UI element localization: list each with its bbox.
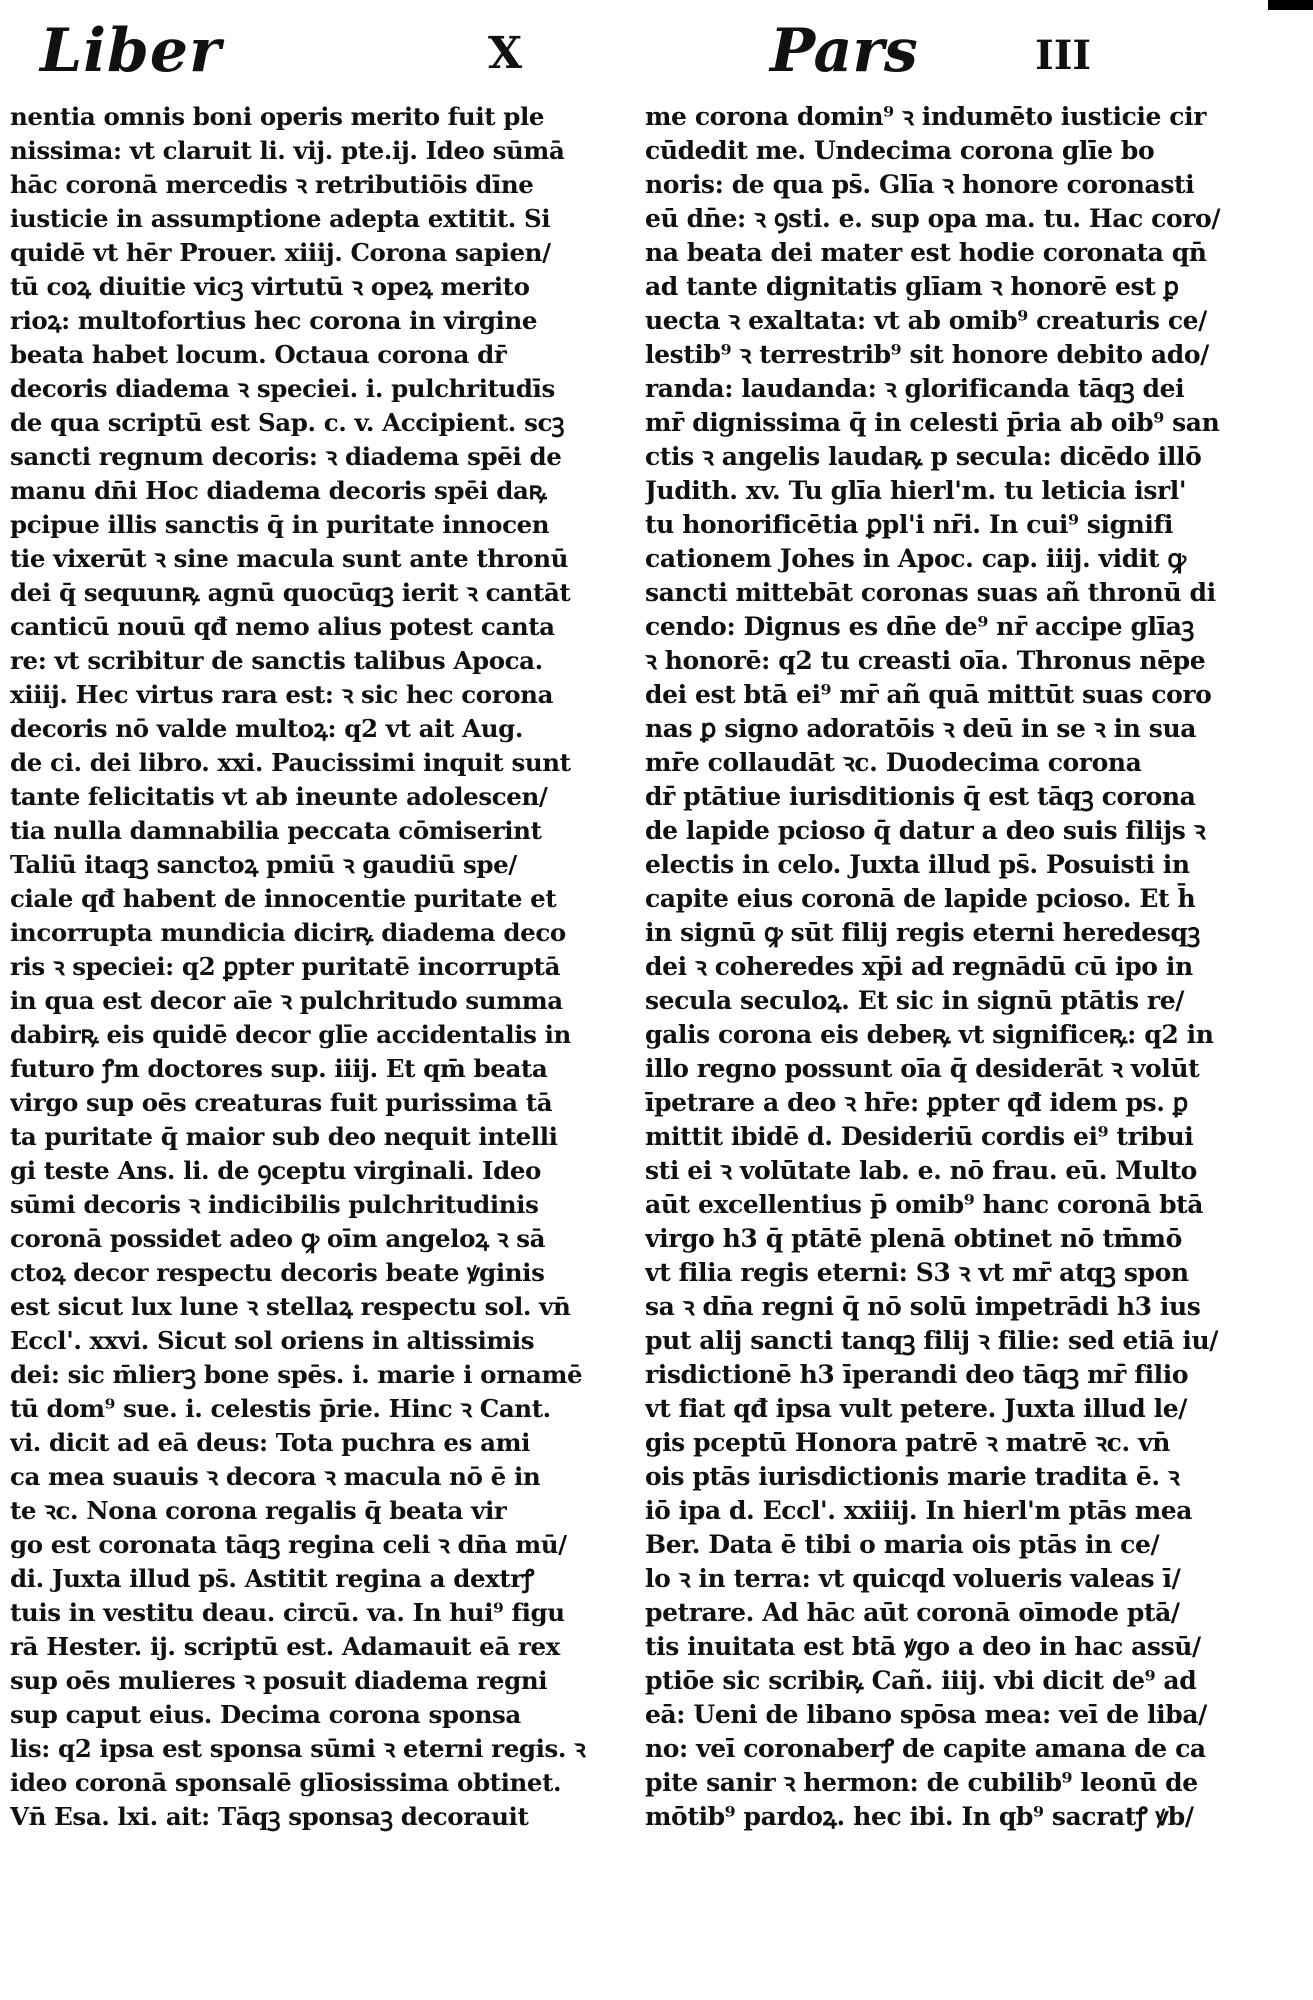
right-column-line: in signū ꝙ sūt filij regis eterni heredesqꝫ	[645, 918, 1200, 947]
right-column-line: de lapide pcioso q̄ datur a deo suis filijs ꝛ	[645, 816, 1206, 845]
right-column-line: ptiōe sic scribiꝶ Cañ. iiij. vbi dicit de⁹ ad	[645, 1666, 1197, 1695]
left-column-line: Vn̄ Esa. lxi. ait: Tāqꝫ sponsaꝫ decorauit	[10, 1802, 529, 1831]
right-column-line: Ber. Data ē tibi o maria ois ptās in ce/	[645, 1530, 1160, 1559]
left-column-line: ideo coronā sponsalē glīosissima obtinet.	[10, 1768, 562, 1797]
left-column-line: ta puritate q̄ maior sub deo nequit intelli	[10, 1122, 558, 1151]
left-text-column	[10, 100, 600, 1980]
right-column-line: noris: de qua ps̄. Glīa ꝛ honore coronasti	[645, 170, 1195, 199]
running-head-liber: Liber	[40, 16, 222, 86]
left-column-line: ctoꝝ decor respectu decoris beate ꝟginis	[10, 1258, 545, 1287]
right-column-line: Judith. xv. Tu glīa hierl'm. tu leticia isrl'	[645, 476, 1187, 505]
left-column-line: de qua scriptū est Sap. c. v. Accipient. scꝫ	[10, 408, 565, 437]
left-column-line: rioꝝ: multofortius hec corona in virgine	[10, 306, 538, 335]
right-column-line: ꝛ honorē: q2 tu creasti oīa. Thronus nēpe	[645, 646, 1206, 675]
left-column-line: dei q̄ sequunꝶ agnū quocūqꝫ ierit ꝛ cantāt	[10, 578, 571, 607]
left-column-line: re: vt scribitur de sanctis talibus Apoca.	[10, 646, 543, 675]
right-column-line: sti ei ꝛ volūtate lab. e. nō frau. eū. Multo	[645, 1156, 1197, 1185]
right-column-line: mr̄e collaudāt ꝛc. Duodecima corona	[645, 748, 1142, 777]
left-column-line: dabirꝶ eis quidē decor glīe accidentalis in	[10, 1020, 571, 1049]
right-column-line: lestib⁹ ꝛ terrestrib⁹ sit honore debito ado/	[645, 340, 1209, 369]
right-column-line: randa: laudanda: ꝛ glorificanda tāqꝫ dei	[645, 374, 1185, 403]
left-column-line: xiiij. Hec virtus rara est: ꝛ sic hec corona	[10, 680, 554, 709]
left-column-line: sup caput eius. Decima corona sponsa	[10, 1700, 521, 1729]
running-head	[0, 8, 1313, 98]
left-column-line: te ꝛc. Nona corona regalis q̄ beata vir	[10, 1496, 507, 1525]
left-column-line: vi. dicit ad eā deus: Tota puchra es ami	[10, 1428, 531, 1457]
left-column-line: manu dn̄i Hoc diadema decoris spēi daꝶ	[10, 476, 547, 505]
right-column-line: virgo h3 q̄ ptātē plenā obtinet nō tm̄mō	[645, 1224, 1182, 1253]
right-column-line: gis pceptū Honora patrē ꝛ matrē ꝛc. vn̄	[645, 1428, 1171, 1457]
left-column-line: canticū nouū qđ nemo alius potest canta	[10, 612, 555, 641]
left-column-line: in qua est decor aīe ꝛ pulchritudo summa	[10, 986, 563, 1015]
left-column-line: tū coꝝ diuitie vicꝫ virtutū ꝛ opeꝝ merito	[10, 272, 530, 301]
left-column-line: nentia omnis boni operis merito fuit ple	[10, 102, 545, 131]
right-column-line: ois ptās iurisdictionis marie tradita ē. ꝛ	[645, 1462, 1180, 1491]
right-column-line: petrare. Ad hāc aūt coronā oīmode ptā/	[645, 1598, 1180, 1627]
left-column-line: ciale qđ habent de innocentie puritate et	[10, 884, 557, 913]
right-column-line: mr̄ dignissima q̄ in celesti p̄ria ab oib⁹ san	[645, 408, 1220, 437]
right-column-line: tu honorificētia ꝑpl'i nr̄i. In cui⁹ signifi	[645, 510, 1173, 539]
left-column-line: iusticie in assumptione adepta extitit. Si	[10, 204, 551, 233]
right-column-line: electis in celo. Juxta illud ps̄. Posuisti in	[645, 850, 1190, 879]
right-column-line: iō ipa d. Eccl'. xxiiij. In hierl'm ptās mea	[645, 1496, 1193, 1525]
right-column-line: dei est btā ei⁹ mr̄ añ quā mittūt suas coro	[645, 680, 1212, 709]
right-column-line: cendo: Dignus es dn̄e de⁹ nr̄ accipe glīaꝫ	[645, 612, 1194, 641]
right-column-line: put alij sancti tanqꝫ filij ꝛ filie: sed etiā iu/	[645, 1326, 1219, 1355]
left-column-line: sup oēs mulieres ꝛ posuit diadema regni	[10, 1666, 548, 1695]
right-column-line: dr̄ ptātiue iurisditionis q̄ est tāqꝫ corona	[645, 782, 1196, 811]
left-column-line: decoris nō valde multoꝝ: q2 vt ait Aug.	[10, 714, 524, 743]
right-column-line: galis corona eis debeꝶ vt significeꝶ: q2 in	[645, 1020, 1214, 1049]
left-column-line: lis: q2 ipsa est sponsa sūmi ꝛ eterni regis. ꝛ	[10, 1734, 586, 1763]
left-column-line: decoris diadema ꝛ speciei. i. pulchritudīs	[10, 374, 555, 403]
right-column-line: mittit ibidē d. Desideriū cordis ei⁹ tribui	[645, 1122, 1194, 1151]
right-column-line: no: veī coronaberꝭ de capite amana de ca	[645, 1734, 1206, 1763]
left-column-line: dei: sic m̄lierꝫ bone spēs. i. marie i ornamē	[10, 1360, 583, 1389]
left-column-line: est sicut lux lune ꝛ stellaꝝ respectu sol. vn̄	[10, 1292, 571, 1321]
right-column-line: secula seculoꝝ. Et sic in signū ptātis re/	[645, 986, 1184, 1015]
running-head-pars: Pars	[770, 16, 918, 86]
print-smudge	[1268, 0, 1313, 10]
right-column-line: eū dn̄e: ꝛ ꝯsti. e. sup opa ma. tu. Hac coro/	[645, 204, 1221, 233]
right-column-line: cūdedit me. Undecima corona glīe bo	[645, 136, 1155, 165]
right-column-line: illo regno possunt oīa q̄ desiderāt ꝛ volūt	[645, 1054, 1200, 1083]
left-column-line: ca mea suauis ꝛ decora ꝛ macula nō ē in	[10, 1462, 541, 1491]
left-column-line: Eccl'. xxvi. Sicut sol oriens in altissimis	[10, 1326, 535, 1355]
right-column-line: sancti mittebāt coronas suas añ thronū di	[645, 578, 1216, 607]
right-column-line: tis inuitata est btā ꝟgo a deo in hac assū/	[645, 1632, 1201, 1661]
right-column-line: cationem Johes in Apoc. cap. iiij. vidit ꝙ	[645, 544, 1186, 573]
right-column-line: risdictionē h3 īperandi deo tāqꝫ mr̄ filio	[645, 1360, 1189, 1389]
right-column-line: īpetrare a deo ꝛ hr̄e: ꝑpter qđ idem ps. ꝑ	[645, 1088, 1188, 1117]
left-column-line: tie vixerūt ꝛ sine macula sunt ante thronū	[10, 544, 569, 573]
part-number: III	[1035, 32, 1092, 79]
left-column-line: di. Juxta illud ps̄. Astitit regina a dextrꝭ	[10, 1564, 535, 1593]
left-column-line: incorrupta mundicia dicirꝶ diadema deco	[10, 918, 566, 947]
right-column-line: vt filia regis eterni: S3 ꝛ vt mr̄ atqꝫ spon	[645, 1258, 1189, 1287]
left-column-line: pcipue illis sanctis q̄ in puritate innocen	[10, 510, 550, 539]
right-column-line: aūt excellentius p̄ omib⁹ hanc coronā btā	[645, 1190, 1204, 1219]
left-column-line: quidē vt hēr Prouer. xiiij. Corona sapien/	[10, 238, 551, 267]
right-column-line: dei ꝛ coheredes xp̄i ad regnādū cū ipo in	[645, 952, 1193, 981]
left-column-line: hāc coronā mercedis ꝛ retributiōis dīne	[10, 170, 534, 199]
left-column-line: coronā possidet adeo ꝙ oīm angeloꝝ ꝛ sā	[10, 1224, 546, 1253]
right-column-line: uecta ꝛ exaltata: vt ab omib⁹ creaturis ce/	[645, 306, 1207, 335]
right-column-line: ad tante dignitatis glīam ꝛ honorē est ꝑ	[645, 272, 1179, 301]
left-column-line: de ci. dei libro. xxi. Paucissimi inquit sunt	[10, 748, 571, 777]
right-column-line: sa ꝛ dn̄a regni q̄ nō solū impetrādi h3 ius	[645, 1292, 1201, 1321]
left-column-line: gi teste Ans. li. de ꝯceptu virginali. Ideo	[10, 1156, 541, 1185]
right-column-line: pite sanir ꝛ hermon: de cubilib⁹ leonū de	[645, 1768, 1198, 1797]
right-column-line: eā: Ueni de libano spōsa mea: veī de liba/	[645, 1700, 1207, 1729]
right-text-column	[645, 100, 1265, 1980]
left-column-line: tia nulla damnabilia peccata cōmiserint	[10, 816, 542, 845]
right-column-line: lo ꝛ in terra: vt quicqd volueris valeas ī/	[645, 1564, 1181, 1593]
right-column-line: nas ꝑ signo adoratōis ꝛ deū in se ꝛ in sua	[645, 714, 1197, 743]
left-column-line: rā Hester. ij. scriptū est. Adamauit eā rex	[10, 1632, 560, 1661]
right-column-line: me corona domin⁹ ꝛ indumēto iusticie cir	[645, 102, 1206, 131]
left-column-line: nissima: vt claruit li. vij. pte.ij. Ideo sūmā	[10, 136, 565, 165]
left-column-line: beata habet locum. Octaua corona dr̄	[10, 340, 507, 369]
right-column-line: capite eius coronā de lapide pcioso. Et h̄	[645, 884, 1196, 913]
left-column-line: sūmi decoris ꝛ indicibilis pulchritudinis	[10, 1190, 539, 1219]
left-column-line: tante felicitatis vt ab ineunte adolescen/	[10, 782, 548, 811]
right-column-line: ctis ꝛ angelis laudaꝶ p secula: dicēdo illō	[645, 442, 1202, 471]
right-column-line: na beata dei mater est hodie coronata qn̄	[645, 238, 1207, 267]
left-column-line: virgo sup oēs creaturas fuit purissima tā	[10, 1088, 553, 1117]
left-column-line: futuro ꝭm doctores sup. iiij. Et qm̄ beata	[10, 1054, 548, 1083]
left-column-line: sancti regnum decoris: ꝛ diadema spēi de	[10, 442, 562, 471]
left-column-line: Taliū itaqꝫ sanctoꝝ pmiū ꝛ gaudiū spe/	[10, 850, 517, 879]
left-column-line: tuis in vestitu deau. circū. va. In hui⁹ figu	[10, 1598, 565, 1627]
left-column-line: go est coronata tāqꝫ regina celi ꝛ dn̄a mū/	[10, 1530, 567, 1559]
right-column-line: mōtib⁹ pardoꝝ. hec ibi. In qb⁹ sacratꝭ ꝟb/	[645, 1802, 1194, 1831]
book-number: X	[488, 28, 523, 79]
left-column-line: ris ꝛ speciei: q2 ꝑpter puritatē incorruptā	[10, 952, 561, 981]
right-column-line: vt fiat qđ ipsa vult petere. Juxta illud le/	[645, 1394, 1188, 1423]
left-column-line: tū dom⁹ sue. i. celestis p̄rie. Hinc ꝛ Cant.	[10, 1394, 551, 1423]
